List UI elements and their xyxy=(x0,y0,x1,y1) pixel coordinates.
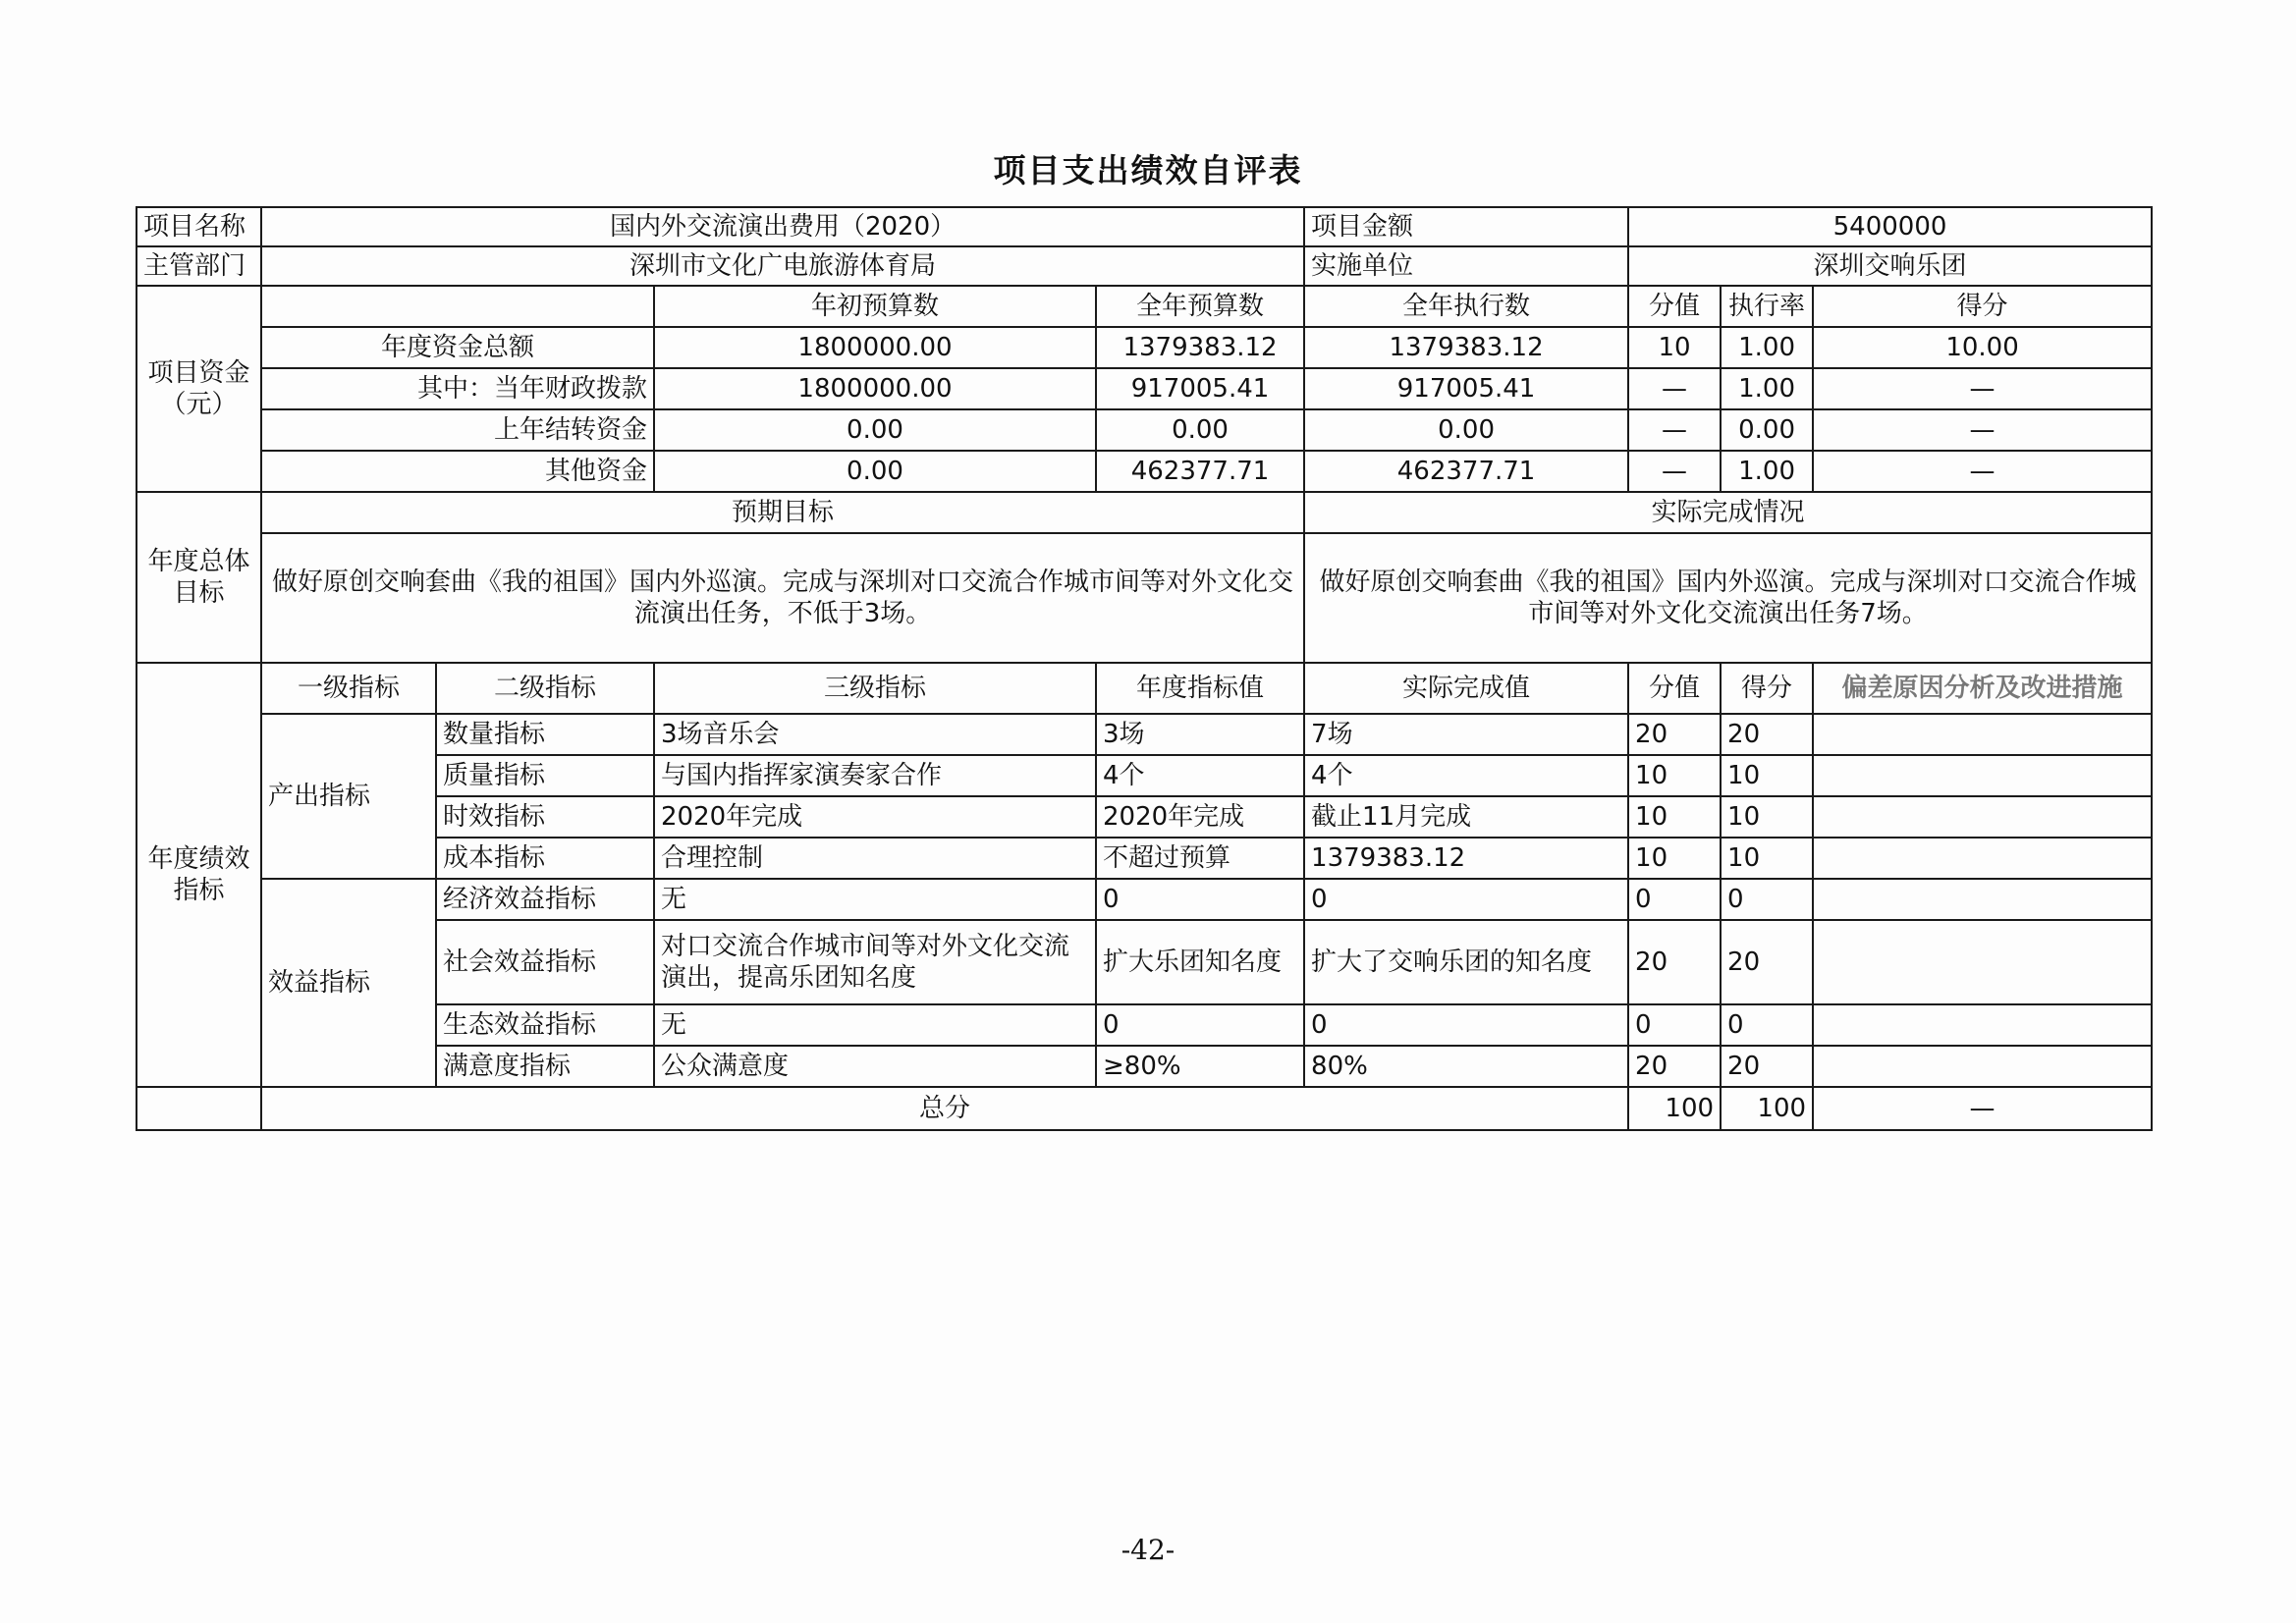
funds-header-blank xyxy=(261,286,654,327)
funds-initial: 1800000.00 xyxy=(654,368,1096,409)
project-name-value: 国内外交流演出费用（2020） xyxy=(261,207,1304,246)
indicator-score: 0 xyxy=(1721,1004,1813,1046)
actual-goal-header: 实际完成情况 xyxy=(1304,492,2152,533)
indicator-score-value: 0 xyxy=(1628,879,1721,920)
indicator-score-value: 10 xyxy=(1628,838,1721,879)
indicator-target: 2020年完成 xyxy=(1096,796,1304,838)
funds-annual: 0.00 xyxy=(1096,409,1304,451)
indicator-actual: 7场 xyxy=(1304,714,1628,755)
indicator-score-value: 20 xyxy=(1628,714,1721,755)
indicator-analysis xyxy=(1813,1004,2152,1046)
indicator-target: 0 xyxy=(1096,1004,1304,1046)
funds-initial: 0.00 xyxy=(654,451,1096,492)
indicator-level2: 社会效益指标 xyxy=(436,920,654,1004)
indicator-level2: 生态效益指标 xyxy=(436,1004,654,1046)
funds-row-label: 年度资金总额 xyxy=(261,327,654,368)
indicator-row xyxy=(137,1046,2152,1087)
indicator-target: 4个 xyxy=(1096,755,1304,796)
indicator-target: 不超过预算 xyxy=(1096,838,1304,879)
funds-annual: 1379383.12 xyxy=(1096,327,1304,368)
indicator-row xyxy=(137,755,2152,796)
indicator-level3: 3场音乐会 xyxy=(654,714,1096,755)
department-label: 主管部门 xyxy=(137,246,261,286)
indicator-score: 10 xyxy=(1721,838,1813,879)
output-indicator-label: 产出指标 xyxy=(261,714,436,879)
project-amount-label: 项目金额 xyxy=(1304,207,1628,246)
indicator-level3: 无 xyxy=(654,879,1096,920)
total-label: 总分 xyxy=(261,1087,1628,1130)
funds-annual: 917005.41 xyxy=(1096,368,1304,409)
project-name-label: 项目名称 xyxy=(137,207,261,246)
indicator-level2: 经济效益指标 xyxy=(436,879,654,920)
col-score-value: 分值 xyxy=(1628,286,1721,327)
expected-goal-text: 做好原创交响套曲《我的祖国》国内外巡演。完成与深圳对口交流合作城市间等对外文化交流演出任务，不低于3场。 xyxy=(261,533,1304,663)
funds-label: 项目资金（元） xyxy=(137,286,261,492)
funds-row xyxy=(137,451,2152,492)
indicator-level3: 合理控制 xyxy=(654,838,1096,879)
funds-score: — xyxy=(1813,409,2152,451)
indicator-level3: 与国内指挥家演奏家合作 xyxy=(654,755,1096,796)
col-annual-budget: 全年预算数 xyxy=(1096,286,1304,327)
expected-goal-header: 预期目标 xyxy=(261,492,1304,533)
indicators-header-row xyxy=(137,663,2152,714)
total-score-value: 100 xyxy=(1628,1087,1721,1130)
indicator-actual: 80% xyxy=(1304,1046,1628,1087)
funds-executed: 462377.71 xyxy=(1304,451,1628,492)
funds-row-label: 其中：当年财政拨款 xyxy=(261,368,654,409)
indicator-analysis xyxy=(1813,755,2152,796)
indicator-target: 0 xyxy=(1096,879,1304,920)
indicator-analysis xyxy=(1813,1046,2152,1087)
funds-score: — xyxy=(1813,451,2152,492)
total-score: 100 xyxy=(1721,1087,1813,1130)
indicator-level3: 2020年完成 xyxy=(654,796,1096,838)
indicator-level2: 成本指标 xyxy=(436,838,654,879)
indicator-score: 20 xyxy=(1721,1046,1813,1087)
total-blank xyxy=(137,1087,261,1130)
funds-executed: 917005.41 xyxy=(1304,368,1628,409)
goals-label: 年度总体目标 xyxy=(137,492,261,663)
indicator-score-value: 10 xyxy=(1628,755,1721,796)
indicator-score: 10 xyxy=(1721,796,1813,838)
funds-score: — xyxy=(1813,368,2152,409)
funds-score-value: — xyxy=(1628,409,1721,451)
funds-initial: 0.00 xyxy=(654,409,1096,451)
funds-rate: 0.00 xyxy=(1721,409,1813,451)
indicator-row xyxy=(137,920,2152,1004)
indicator-row xyxy=(137,714,2152,755)
indicator-level2: 满意度指标 xyxy=(436,1046,654,1087)
funds-rate: 1.00 xyxy=(1721,368,1813,409)
indicator-actual: 0 xyxy=(1304,1004,1628,1046)
col-ind-score: 得分 xyxy=(1721,663,1813,714)
indicator-row xyxy=(137,879,2152,920)
col-score: 得分 xyxy=(1813,286,2152,327)
indicator-target: 扩大乐团知名度 xyxy=(1096,920,1304,1004)
indicator-row xyxy=(137,1004,2152,1046)
indicator-score: 10 xyxy=(1721,755,1813,796)
funds-row xyxy=(137,409,2152,451)
project-name-row xyxy=(137,207,2152,246)
indicator-score-value: 10 xyxy=(1628,796,1721,838)
col-target: 年度指标值 xyxy=(1096,663,1304,714)
indicator-level3: 公众满意度 xyxy=(654,1046,1096,1087)
indicator-score-value: 20 xyxy=(1628,920,1721,1004)
col-level2: 二级指标 xyxy=(436,663,654,714)
funds-row-label: 上年结转资金 xyxy=(261,409,654,451)
department-value: 深圳市文化广电旅游体育局 xyxy=(261,246,1304,286)
funds-score-value: — xyxy=(1628,368,1721,409)
indicator-score-value: 20 xyxy=(1628,1046,1721,1087)
indicator-actual: 1379383.12 xyxy=(1304,838,1628,879)
funds-score-value: 10 xyxy=(1628,327,1721,368)
total-analysis: — xyxy=(1813,1087,2152,1130)
indicator-target: 3场 xyxy=(1096,714,1304,755)
funds-row-label: 其他资金 xyxy=(261,451,654,492)
page-number: -42- xyxy=(1121,1534,1175,1566)
funds-rate: 1.00 xyxy=(1721,327,1813,368)
indicator-analysis xyxy=(1813,838,2152,879)
indicator-analysis xyxy=(1813,879,2152,920)
total-row xyxy=(137,1087,2152,1130)
indicator-level2: 质量指标 xyxy=(436,755,654,796)
performance-table xyxy=(136,206,2153,1131)
indicator-level3: 对口交流合作城市间等对外文化交流演出，提高乐团知名度 xyxy=(654,920,1096,1004)
indicator-row xyxy=(137,838,2152,879)
funds-row xyxy=(137,368,2152,409)
col-level3: 三级指标 xyxy=(654,663,1096,714)
indicators-label: 年度绩效指标 xyxy=(137,663,261,1087)
goals-content-row xyxy=(137,533,2152,663)
indicator-actual: 扩大了交响乐团的知名度 xyxy=(1304,920,1628,1004)
department-row xyxy=(137,246,2152,286)
page-title: 项目支出绩效自评表 xyxy=(993,151,1303,189)
col-execution-rate: 执行率 xyxy=(1721,286,1813,327)
col-initial-budget: 年初预算数 xyxy=(654,286,1096,327)
indicator-analysis xyxy=(1813,920,2152,1004)
unit-value: 深圳交响乐团 xyxy=(1628,246,2152,286)
col-ind-score-value: 分值 xyxy=(1628,663,1721,714)
funds-header-row xyxy=(137,286,2152,327)
actual-goal-text: 做好原创交响套曲《我的祖国》国内外巡演。完成与深圳对口交流合作城市间等对外文化交流演出任务7场。 xyxy=(1304,533,2152,663)
indicator-analysis xyxy=(1813,796,2152,838)
funds-rate: 1.00 xyxy=(1721,451,1813,492)
indicator-actual: 截止11月完成 xyxy=(1304,796,1628,838)
funds-annual: 462377.71 xyxy=(1096,451,1304,492)
indicator-score: 20 xyxy=(1721,714,1813,755)
col-analysis: 偏差原因分析及改进措施 xyxy=(1813,663,2152,714)
indicator-target: ≥80% xyxy=(1096,1046,1304,1087)
col-level1: 一级指标 xyxy=(261,663,436,714)
indicator-analysis xyxy=(1813,714,2152,755)
funds-score-value: — xyxy=(1628,451,1721,492)
indicator-level2: 数量指标 xyxy=(436,714,654,755)
funds-score: 10.00 xyxy=(1813,327,2152,368)
indicator-score-value: 0 xyxy=(1628,1004,1721,1046)
col-actual: 实际完成值 xyxy=(1304,663,1628,714)
indicator-row xyxy=(137,796,2152,838)
indicator-level3: 无 xyxy=(654,1004,1096,1046)
indicator-score: 20 xyxy=(1721,920,1813,1004)
indicator-actual: 0 xyxy=(1304,879,1628,920)
indicator-score: 0 xyxy=(1721,879,1813,920)
funds-row xyxy=(137,327,2152,368)
unit-label: 实施单位 xyxy=(1304,246,1628,286)
goals-header-row xyxy=(137,492,2152,533)
indicator-level2: 时效指标 xyxy=(436,796,654,838)
funds-initial: 1800000.00 xyxy=(654,327,1096,368)
benefit-indicator-label: 效益指标 xyxy=(261,879,436,1087)
funds-executed: 0.00 xyxy=(1304,409,1628,451)
project-amount-value: 5400000 xyxy=(1628,207,2152,246)
col-executed: 全年执行数 xyxy=(1304,286,1628,327)
indicator-actual: 4个 xyxy=(1304,755,1628,796)
funds-executed: 1379383.12 xyxy=(1304,327,1628,368)
